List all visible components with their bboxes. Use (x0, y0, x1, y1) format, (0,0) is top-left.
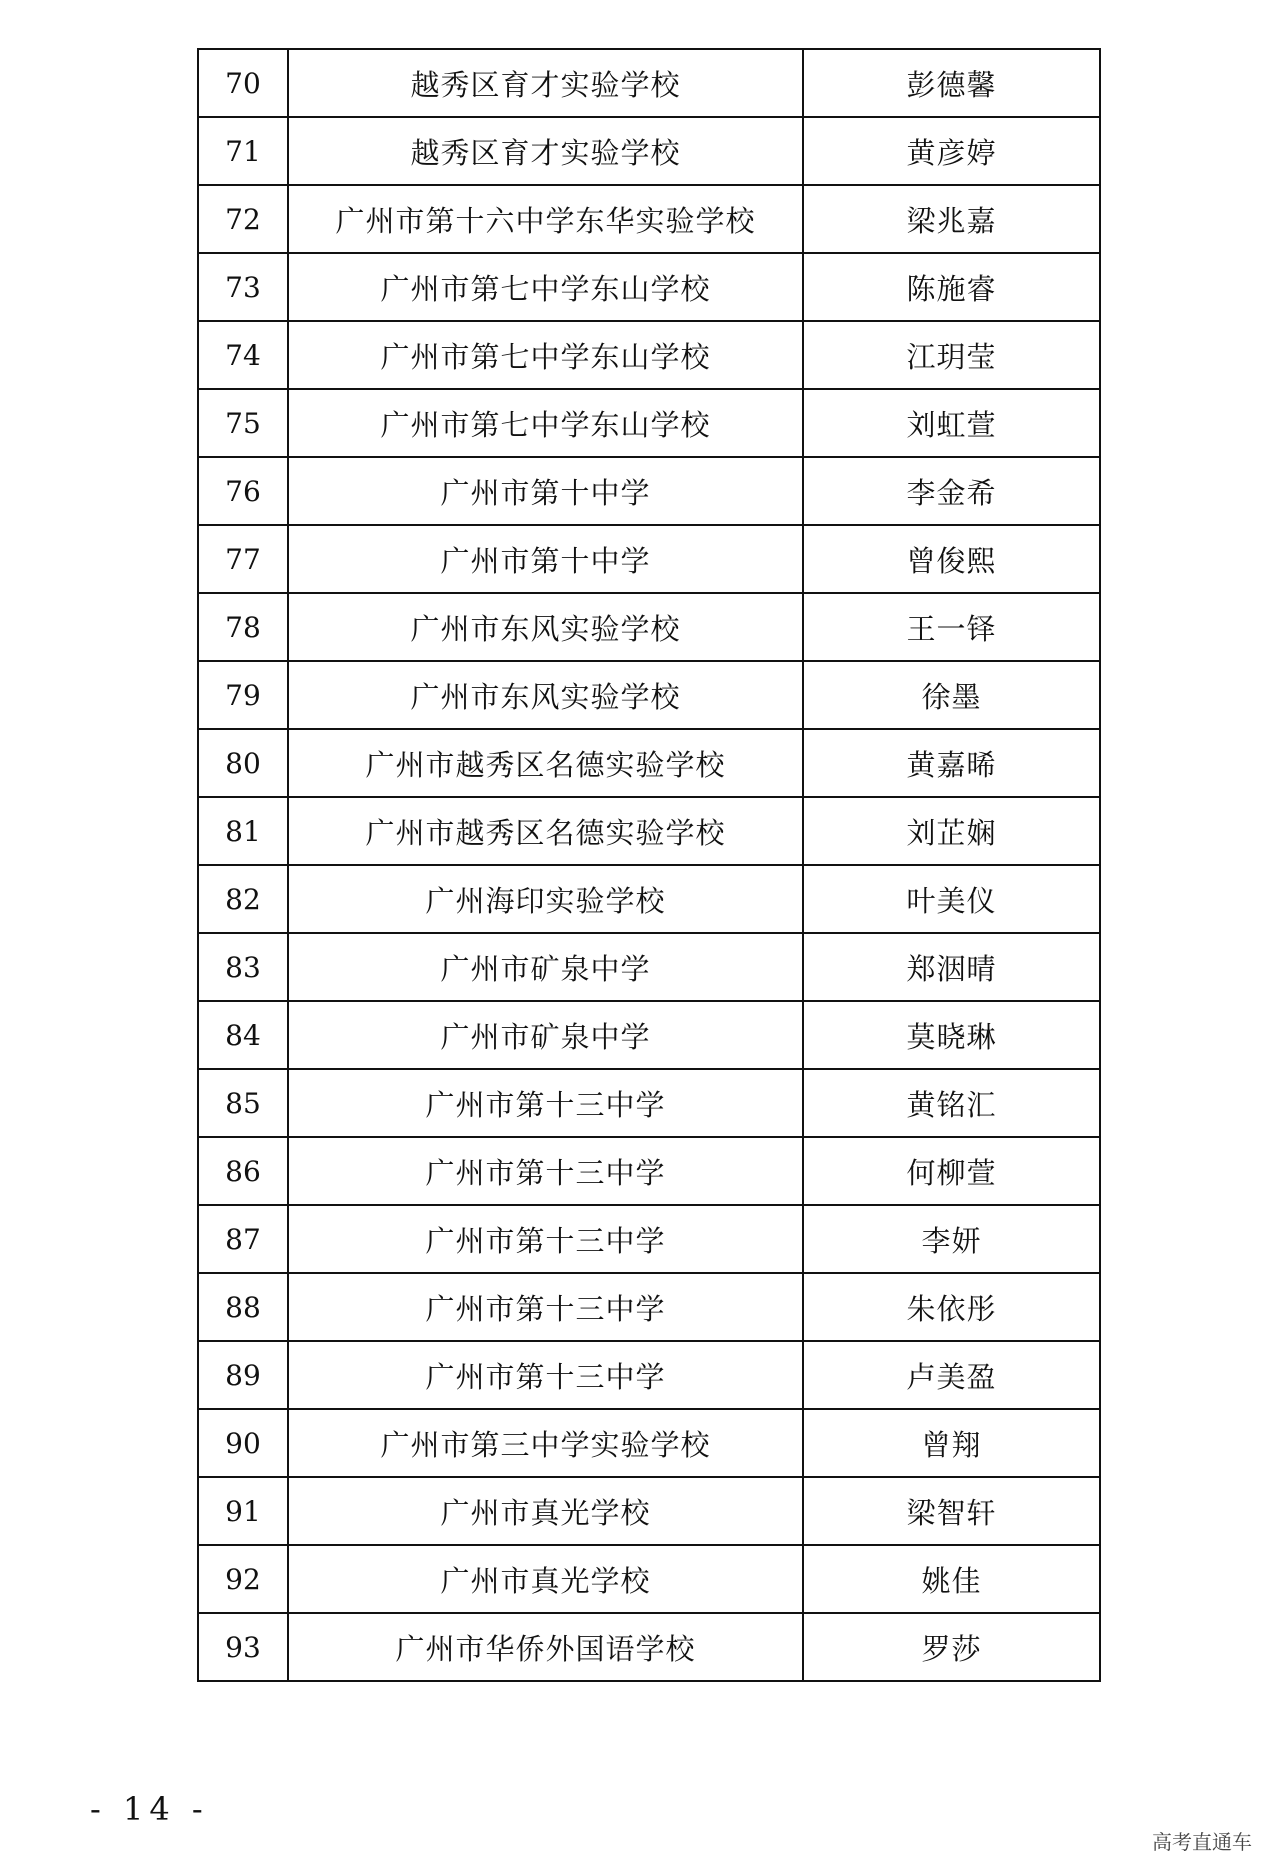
watermark-text: 高考直通车 (1152, 1830, 1252, 1854)
student-name-cell: 何柳萱 (803, 1137, 1100, 1205)
student-name-cell: 刘虹萱 (803, 389, 1100, 457)
school-cell: 广州市第十三中学 (288, 1205, 803, 1273)
row-number: 82 (198, 865, 288, 933)
row-number: 74 (198, 321, 288, 389)
student-name-cell: 朱依彤 (803, 1273, 1100, 1341)
student-name-cell: 刘芷娴 (803, 797, 1100, 865)
student-name-cell: 黄彦婷 (803, 117, 1100, 185)
row-number: 76 (198, 457, 288, 525)
table-row (198, 661, 1100, 729)
table-row (198, 1069, 1100, 1137)
student-name-cell: 梁兆嘉 (803, 185, 1100, 253)
school-cell: 广州市矿泉中学 (288, 1001, 803, 1069)
school-cell: 广州市第三中学实验学校 (288, 1409, 803, 1477)
school-cell: 广州市第十中学 (288, 457, 803, 525)
row-number: 81 (198, 797, 288, 865)
row-number: 87 (198, 1205, 288, 1273)
school-cell: 广州市矿泉中学 (288, 933, 803, 1001)
student-name-cell: 郑洇晴 (803, 933, 1100, 1001)
school-cell: 广州市第七中学东山学校 (288, 253, 803, 321)
table-row (198, 729, 1100, 797)
school-cell: 广州市第十三中学 (288, 1069, 803, 1137)
table-row (198, 457, 1100, 525)
row-number: 93 (198, 1613, 288, 1681)
row-number: 70 (198, 49, 288, 117)
school-cell: 广州市第十三中学 (288, 1137, 803, 1205)
table-row (198, 1137, 1100, 1205)
row-number: 78 (198, 593, 288, 661)
student-name-cell: 王一铎 (803, 593, 1100, 661)
table-row (198, 185, 1100, 253)
school-cell: 广州市第七中学东山学校 (288, 389, 803, 457)
student-name-cell: 姚佳 (803, 1545, 1100, 1613)
row-number: 83 (198, 933, 288, 1001)
student-name-cell: 叶美仪 (803, 865, 1100, 933)
table-row (198, 1341, 1100, 1409)
table-row (198, 1001, 1100, 1069)
student-name-cell: 彭德馨 (803, 49, 1100, 117)
row-number: 80 (198, 729, 288, 797)
row-number: 91 (198, 1477, 288, 1545)
school-cell: 广州市第七中学东山学校 (288, 321, 803, 389)
student-name-cell: 黄嘉晞 (803, 729, 1100, 797)
row-number: 71 (198, 117, 288, 185)
table-row (198, 253, 1100, 321)
table-row (198, 1205, 1100, 1273)
school-cell: 越秀区育才实验学校 (288, 49, 803, 117)
table-row (198, 1613, 1100, 1681)
table-row (198, 1409, 1100, 1477)
row-number: 79 (198, 661, 288, 729)
row-number: 88 (198, 1273, 288, 1341)
student-name-cell: 李妍 (803, 1205, 1100, 1273)
table-row (198, 1477, 1100, 1545)
school-cell: 广州市越秀区名德实验学校 (288, 797, 803, 865)
table-row (198, 389, 1100, 457)
student-name-cell: 莫晓琳 (803, 1001, 1100, 1069)
row-number: 92 (198, 1545, 288, 1613)
roster-table (197, 48, 1101, 1682)
student-name-cell: 江玥莹 (803, 321, 1100, 389)
school-cell: 广州海印实验学校 (288, 865, 803, 933)
page-number: - 14 - (90, 1790, 209, 1828)
row-number: 72 (198, 185, 288, 253)
school-cell: 广州市东风实验学校 (288, 661, 803, 729)
school-cell: 广州市第十三中学 (288, 1273, 803, 1341)
school-cell: 广州市东风实验学校 (288, 593, 803, 661)
school-cell: 广州市第十三中学 (288, 1341, 803, 1409)
table-row (198, 865, 1100, 933)
school-cell: 广州市第十六中学东华实验学校 (288, 185, 803, 253)
table-row (198, 49, 1100, 117)
school-cell: 越秀区育才实验学校 (288, 117, 803, 185)
table-row (198, 525, 1100, 593)
table-row (198, 117, 1100, 185)
school-cell: 广州市真光学校 (288, 1545, 803, 1613)
row-number: 85 (198, 1069, 288, 1137)
table-row (198, 933, 1100, 1001)
student-name-cell: 李金希 (803, 457, 1100, 525)
student-name-cell: 黄铭汇 (803, 1069, 1100, 1137)
student-name-cell: 梁智轩 (803, 1477, 1100, 1545)
student-name-cell: 陈施睿 (803, 253, 1100, 321)
row-number: 86 (198, 1137, 288, 1205)
roster-table-body (198, 49, 1100, 1681)
student-name-cell: 曾翔 (803, 1409, 1100, 1477)
table-row (198, 593, 1100, 661)
school-cell: 广州市真光学校 (288, 1477, 803, 1545)
row-number: 77 (198, 525, 288, 593)
school-cell: 广州市越秀区名德实验学校 (288, 729, 803, 797)
student-name-cell: 徐墨 (803, 661, 1100, 729)
row-number: 84 (198, 1001, 288, 1069)
school-cell: 广州市华侨外国语学校 (288, 1613, 803, 1681)
student-name-cell: 曾俊熙 (803, 525, 1100, 593)
student-name-cell: 罗莎 (803, 1613, 1100, 1681)
row-number: 89 (198, 1341, 288, 1409)
table-row (198, 1545, 1100, 1613)
student-name-cell: 卢美盈 (803, 1341, 1100, 1409)
row-number: 90 (198, 1409, 288, 1477)
table-row (198, 321, 1100, 389)
school-cell: 广州市第十中学 (288, 525, 803, 593)
table-row (198, 1273, 1100, 1341)
table-row (198, 797, 1100, 865)
row-number: 75 (198, 389, 288, 457)
row-number: 73 (198, 253, 288, 321)
